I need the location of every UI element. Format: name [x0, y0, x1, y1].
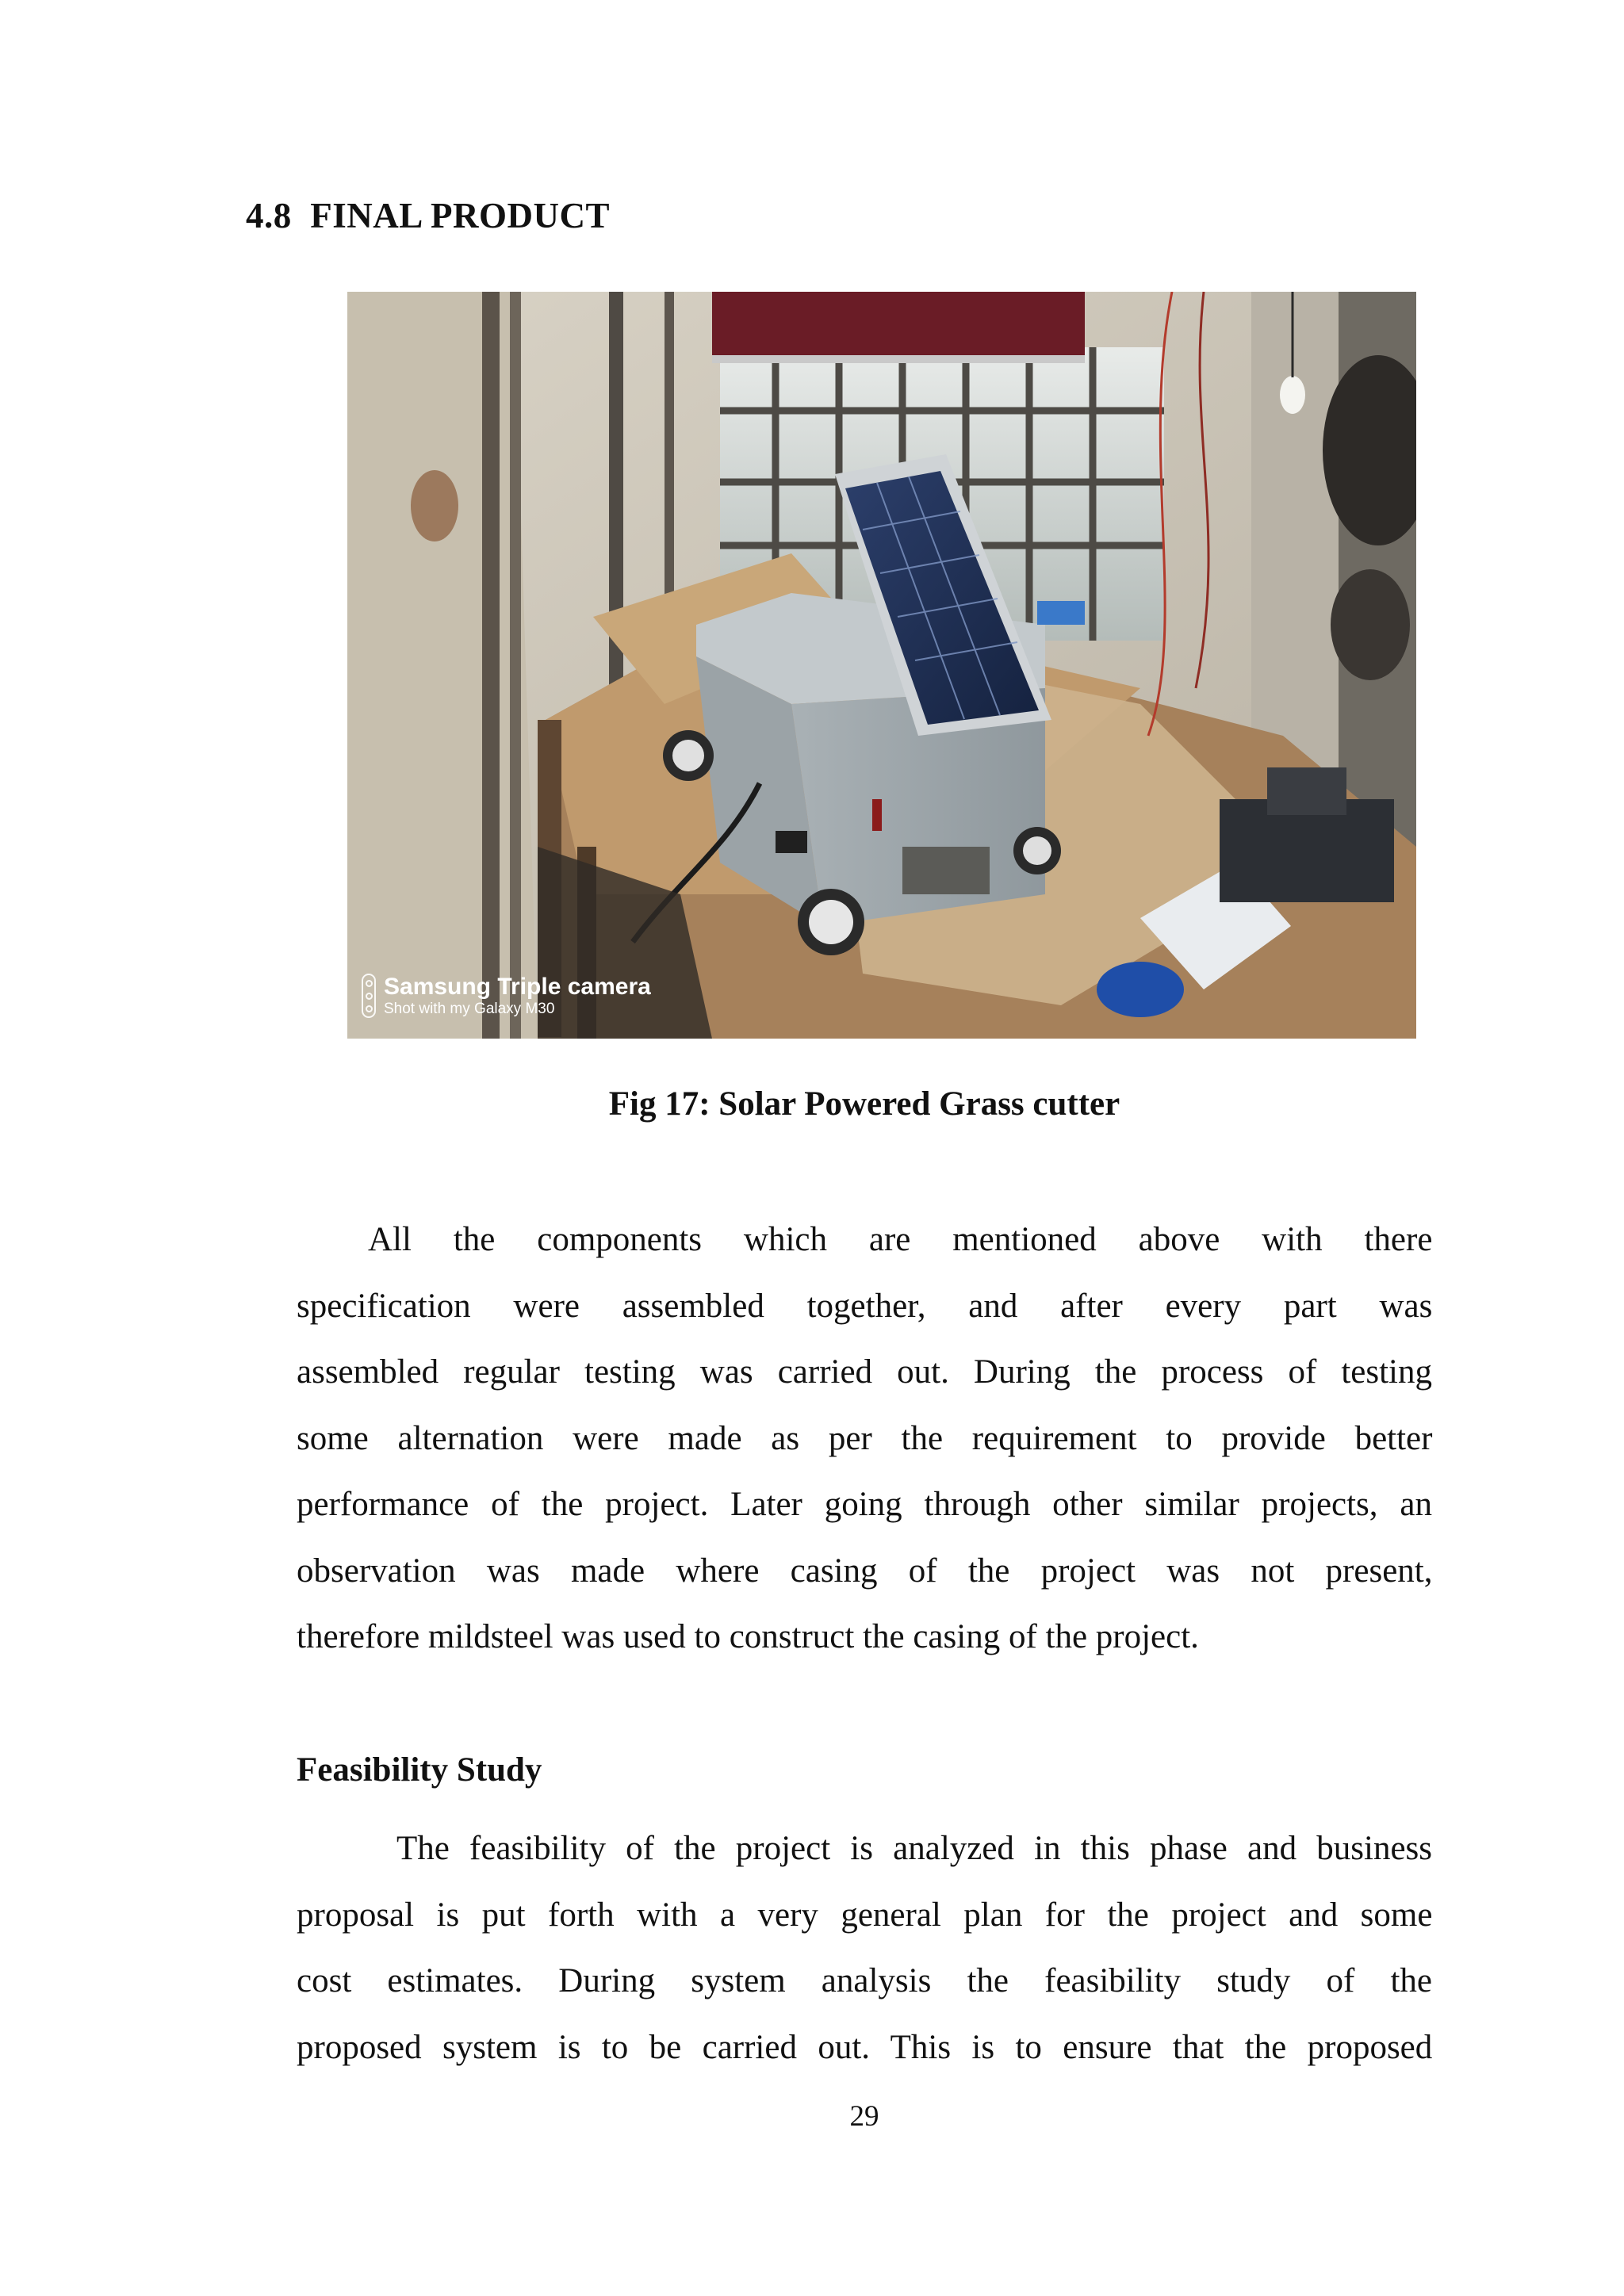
figure-caption: Fig 17: Solar Powered Grass cutter [608, 1085, 1120, 1123]
paragraph-line: The feasibility of the project is analyzed in this phase and business [396, 1830, 1432, 1867]
section-number: 4.8 [246, 196, 292, 235]
watermark-subtitle: Shot with my Galaxy M30 [384, 1001, 555, 1017]
paragraph-line: assembled regular testing was carried out. During the process of testing [297, 1353, 1432, 1391]
feasibility-heading: Feasibility Study [297, 1751, 542, 1789]
paragraph-line: therefore mildsteel was used to construct the casing of the project. [297, 1618, 1199, 1655]
product-photo [347, 292, 1416, 1039]
camera-watermark [362, 974, 651, 1018]
section-title-text: FINAL PRODUCT [310, 196, 611, 235]
product-photo-illustration [347, 292, 1416, 1039]
paragraph-line: some alternation were made as per the requirement to provide better [297, 1419, 1433, 1457]
paragraph-line: performance of the project. Later going through other similar projects, an [297, 1486, 1432, 1523]
paragraph-feasibility [297, 1816, 1432, 2080]
paragraph-line: observation was made where casing of the project was not present, [297, 1552, 1433, 1590]
paragraph-line: specification were assembled together, and after every part was [297, 1287, 1433, 1325]
paragraph-line: proposed system is to be carried out. This is to ensure that the proposed [297, 2028, 1433, 2066]
watermark-title: Samsung Triple camera [384, 974, 651, 1000]
paragraph-line: proposal is put forth with a very general plan for the project and some [297, 1896, 1433, 1934]
page-number: 29 [849, 2100, 879, 2133]
paragraph-line: All the components which are mentioned above with there [368, 1221, 1433, 1258]
camera-icon [362, 974, 376, 1018]
paragraph-final-product [297, 1207, 1432, 1670]
section-title [246, 195, 610, 236]
paragraph-line: cost estimates. During system analysis the feasibility study of the [297, 1962, 1432, 1999]
